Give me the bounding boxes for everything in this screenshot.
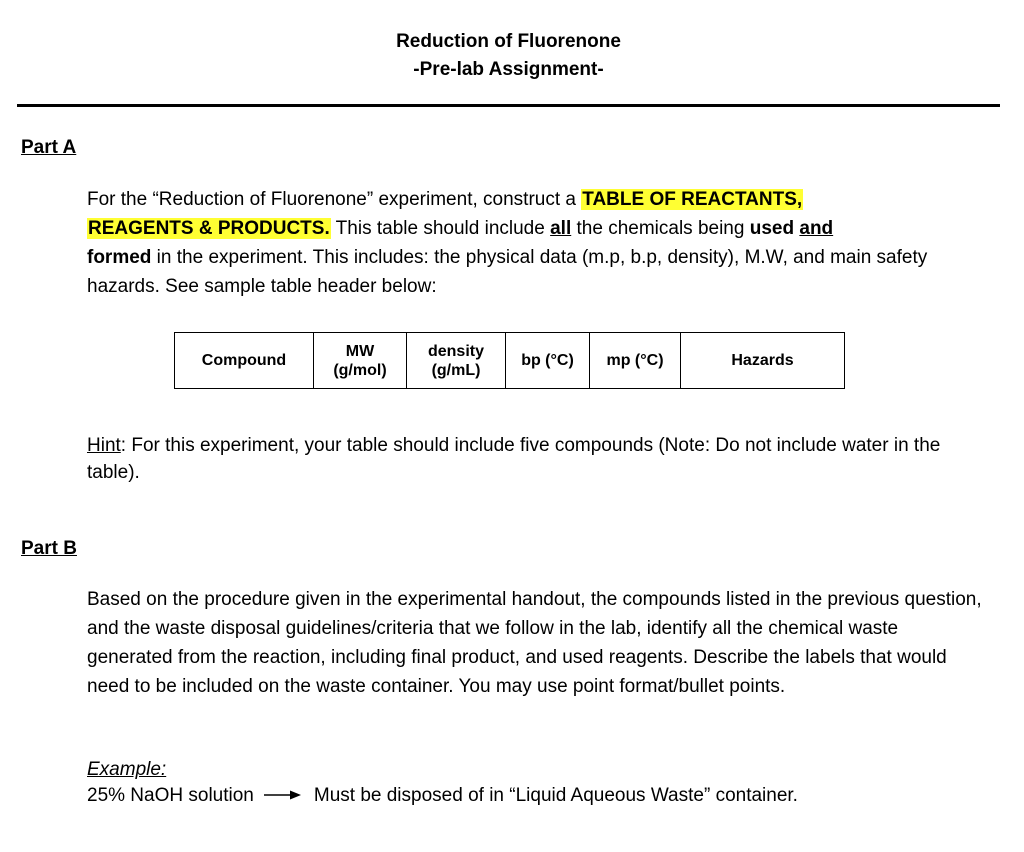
part-b-paragraph: Based on the procedure given in the experimental handout, the compounds listed in the previous question, and the waste disposal guidelines/criteria that we follow in the lab, identify all the chemical waste generated from the reaction, including final product, and used reagents. Describe the labels that would need to be included on the waste container. You may use point format/bullet points. <box>87 589 982 697</box>
header-hazards <box>681 333 845 389</box>
part-a-text-1: For the “Reduction of Fluorenone” experiment, construct a <box>87 189 582 210</box>
table-header-row <box>175 333 845 389</box>
header-compound <box>175 333 314 389</box>
header-bp <box>506 333 590 389</box>
header-mw-unit: (g/mol) <box>333 361 387 379</box>
header-bp-label: bp (°C) <box>521 352 574 369</box>
highlight-table-title-2: REAGENTS & PRODUCTS. <box>88 218 330 239</box>
header-mw-label: MW <box>345 342 375 360</box>
header-mw <box>314 333 407 389</box>
emphasis-all: all <box>550 218 572 239</box>
part-a-heading: Part A <box>21 137 77 158</box>
part-a-text-2: This table should include <box>330 218 551 239</box>
header-compound-label: Compound <box>201 352 287 369</box>
document-subtitle: -Pre-lab Assignment- <box>413 59 604 80</box>
header-density-label: density <box>427 342 484 360</box>
hint-text: : For this experiment, your table should include five compounds (Note: Do not include water in the table). <box>87 435 941 483</box>
emphasis-and: and <box>799 218 834 239</box>
horizontal-divider <box>17 104 1000 107</box>
right-arrow-icon <box>264 783 302 809</box>
example-line <box>87 783 798 809</box>
header-hazards-label: Hazards <box>731 352 794 369</box>
emphasis-formed: formed <box>87 247 152 268</box>
header-density <box>407 333 506 389</box>
header-density-unit: (g/mL) <box>431 361 481 379</box>
sample-table-header <box>174 332 845 389</box>
example-left: 25% NaOH solution <box>87 785 254 807</box>
header-mp <box>590 333 681 389</box>
hint-label: Hint <box>87 435 121 456</box>
part-a-text-3: the chemicals being <box>571 218 750 239</box>
hint-note <box>87 432 987 486</box>
example-label: Example: <box>87 759 167 780</box>
example-right: Must be disposed of in “Liquid Aqueous Waste” container. <box>313 785 798 807</box>
emphasis-used: used <box>749 218 795 239</box>
highlight-table-title-1: TABLE OF REACTANTS, <box>582 189 803 210</box>
part-a-text-5: in the experiment. This includes: the physical data (m.p, b.p, density), M.W, and main safety hazards. See sample table header below: <box>87 247 928 297</box>
part-a-paragraph <box>87 185 987 301</box>
part-b-heading: Part B <box>21 538 77 559</box>
document-title: Reduction of Fluorenone <box>396 31 621 52</box>
header-mp-label: mp (°C) <box>606 352 664 369</box>
